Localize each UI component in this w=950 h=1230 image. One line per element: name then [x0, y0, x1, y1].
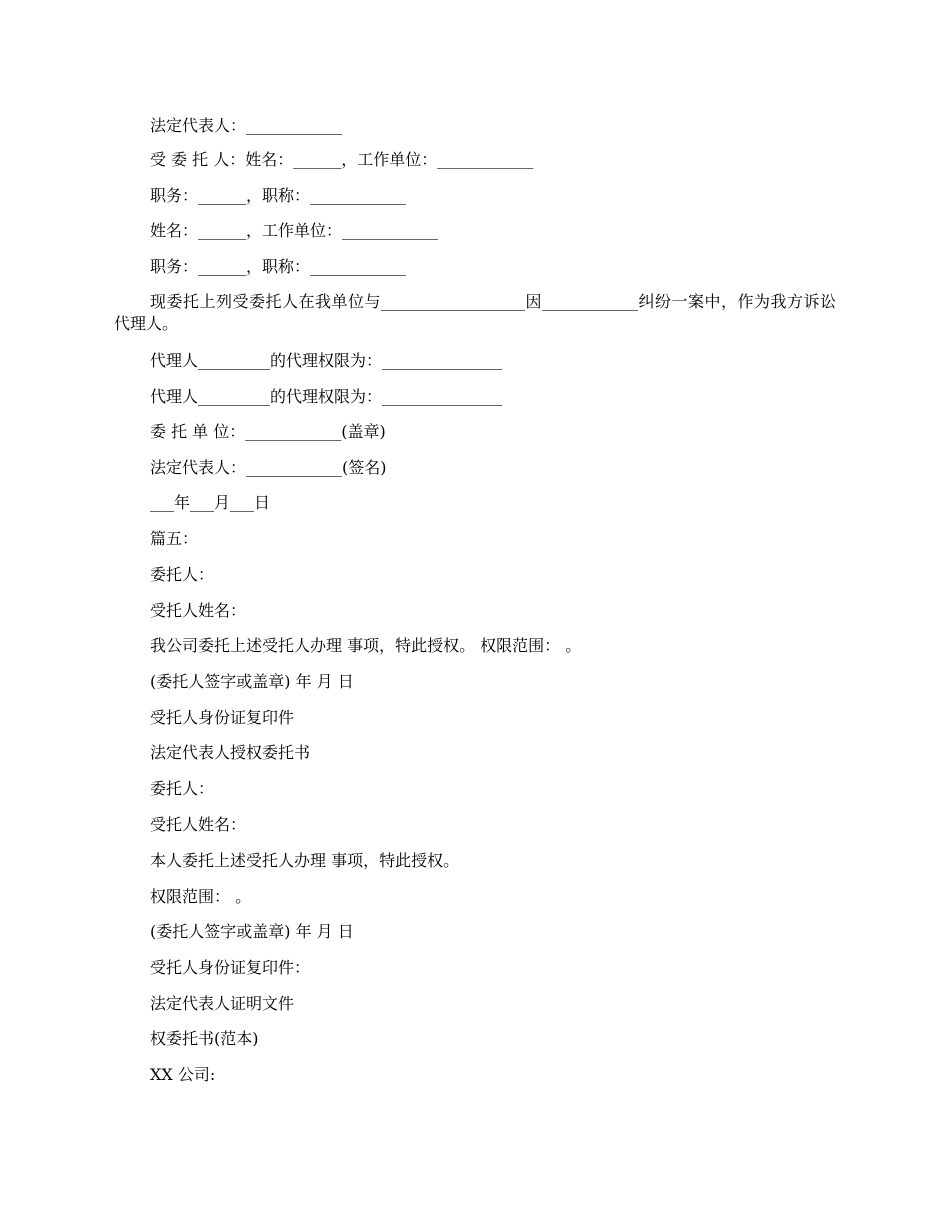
agent-position-title-line: 职务：______，职称：____________	[150, 186, 407, 205]
agent-authority-line: 代理人_________的代理权限为：_______________	[150, 387, 503, 406]
agent2-position-title-line: 职务：______，职称：____________	[150, 257, 407, 276]
entrustment-paragraph: 现委托上列受委托人在我单位与__________________因____________纠纷一案中，作为我方诉讼代理人。	[114, 292, 836, 333]
trustee-name-line: 受托人姓名：	[150, 601, 247, 620]
signature-date-line: (委托人签字或盖章) 年 月 日	[150, 922, 354, 941]
agent-authority-line: 代理人_________的代理权限为：_______________	[150, 351, 503, 370]
proof-document-line: 法定代表人证明文件	[150, 994, 295, 1013]
legal-representative-sign-line: 法定代表人：____________(签名)	[150, 458, 387, 477]
legal-representative-line: 法定代表人：____________	[150, 116, 343, 135]
authority-scope-line: 权限范围： 。	[150, 887, 252, 906]
entrusting-unit-seal-line: 委 托 单 位：____________(盖章)	[150, 422, 386, 441]
document-subtitle: 法定代表人授权委托书	[150, 743, 311, 762]
agent2-name-workplace-line: 姓名：______，工作单位：____________	[150, 221, 439, 240]
principal-line: 委托人：	[150, 779, 215, 798]
authorization-statement: 我公司委托上述受托人办理 事项，特此授权。 权限范围： 。	[150, 636, 582, 655]
section-heading: 篇五：	[150, 529, 199, 548]
template-title-line: 权委托书(范本)	[150, 1029, 259, 1048]
authorization-statement: 本人委托上述受托人办理 事项，特此授权。	[150, 851, 460, 870]
id-copy-line: 受托人身份证复印件	[150, 708, 295, 727]
trustee-name-line: 受托人姓名：	[150, 815, 247, 834]
date-line: ___年___月___日	[150, 493, 271, 512]
company-salutation-line: XX 公司:	[150, 1065, 216, 1084]
principal-line: 委托人：	[150, 565, 215, 584]
id-copy-line: 受托人身份证复印件：	[150, 958, 311, 977]
agent-name-workplace-line: 受 委 托 人：姓名：______，工作单位：____________	[150, 150, 534, 169]
signature-date-line: (委托人签字或盖章) 年 月 日	[150, 672, 354, 691]
